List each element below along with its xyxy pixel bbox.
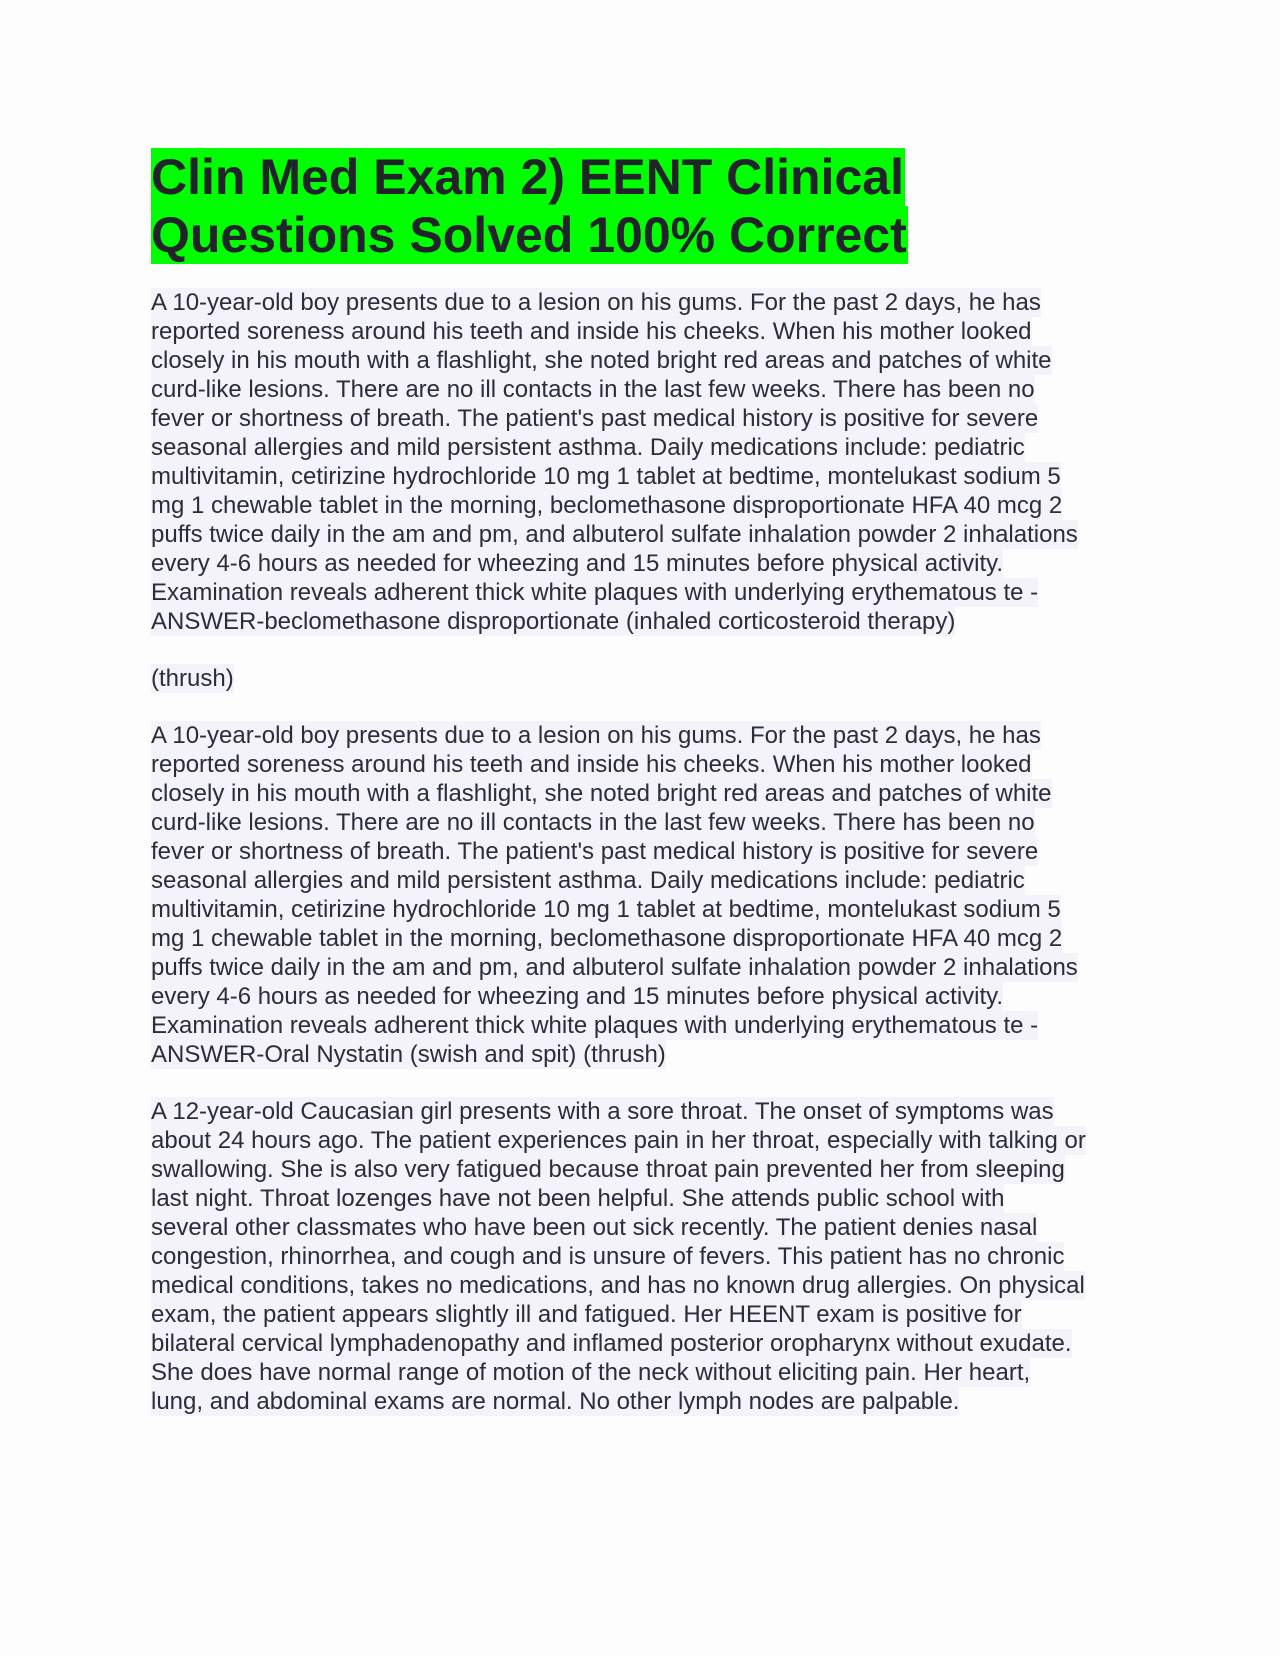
document-title [151,148,1141,264]
paragraph-line: every 4-6 hours as needed for wheezing and 15 minutes before physical activity. [151,983,1004,1010]
paragraph-line: medical conditions, takes no medications, and has no known drug allergies. On physical [151,1272,1085,1299]
paragraph-line: multivitamin, cetirizine hydrochloride 10 mg 1 tablet at bedtime, montelukast sodium 5 [151,896,1061,923]
paragraph-line: She does have normal range of motion of the neck without eliciting pain. Her heart, [151,1359,1031,1386]
paragraph-line: mg 1 chewable tablet in the morning, beclomethasone disproportionate HFA 40 mcg 2 [151,492,1063,519]
document-body [151,288,1141,1416]
paragraph-line: A 12-year-old Caucasian girl presents with a sore throat. The onset of symptoms was [151,1098,1054,1125]
paragraph-line: fever or shortness of breath. The patient's past medical history is positive for severe [151,838,1039,865]
paragraph-line: curd-like lesions. There are no ill contacts in the last few weeks. There has been no [151,809,1035,836]
paragraph-line: bilateral cervical lymphadenopathy and inflamed posterior oropharynx without exudate. [151,1330,1072,1357]
paragraph [151,288,1141,636]
paragraph-line: about 24 hours ago. The patient experiences pain in her throat, especially with talking or [151,1127,1086,1154]
paragraph-line: congestion, rhinorrhea, and cough and is unsure of fevers. This patient has no chronic [151,1243,1065,1270]
paragraph-line: fever or shortness of breath. The patient's past medical history is positive for severe [151,405,1039,432]
paragraph [151,1097,1141,1416]
paragraph-line: exam, the patient appears slightly ill and fatigued. Her HEENT exam is positive for [151,1301,1022,1328]
paragraph-line: puffs twice daily in the am and pm, and albuterol sulfate inhalation powder 2 inhalations [151,954,1078,981]
paragraph-line: several other classmates who have been out sick recently. The patient denies nasal [151,1214,1038,1241]
paragraph-line: lung, and abdominal exams are normal. No other lymph nodes are palpable. [151,1388,960,1415]
paragraph-line: seasonal allergies and mild persistent asthma. Daily medications include: pediatric [151,867,1025,894]
paragraph-line: curd-like lesions. There are no ill contacts in the last few weeks. There has been no [151,376,1035,403]
paragraph-line: ANSWER-beclomethasone disproportionate (inhaled corticosteroid therapy) [151,608,956,635]
paragraph-line: (thrush) [151,665,234,692]
paragraph [151,664,1141,693]
paragraph-line: puffs twice daily in the am and pm, and albuterol sulfate inhalation powder 2 inhalations [151,521,1078,548]
paragraph [151,721,1141,1069]
paragraph-line: reported soreness around his teeth and inside his cheeks. When his mother looked [151,751,1032,778]
paragraph-line: Examination reveals adherent thick white plaques with underlying erythematous te - [151,1012,1039,1039]
paragraph-line: Examination reveals adherent thick white plaques with underlying erythematous te - [151,579,1039,606]
paragraph-line: swallowing. She is also very fatigued because throat pain prevented her from sleeping [151,1156,1065,1183]
paragraph-line: closely in his mouth with a flashlight, she noted bright red areas and patches of white [151,347,1052,374]
title-line: Clin Med Exam 2) EENT Clinical [151,149,904,205]
paragraph-line: every 4-6 hours as needed for wheezing and 15 minutes before physical activity. [151,550,1004,577]
paragraph-line: ANSWER-Oral Nystatin (swish and spit) (thrush) [151,1041,666,1068]
paragraph-line: seasonal allergies and mild persistent asthma. Daily medications include: pediatric [151,434,1025,461]
paragraph-line: last night. Throat lozenges have not been helpful. She attends public school with [151,1185,1005,1212]
paragraph-line: closely in his mouth with a flashlight, she noted bright red areas and patches of white [151,780,1052,807]
paragraph-line: reported soreness around his teeth and inside his cheeks. When his mother looked [151,318,1032,345]
paragraph-line: mg 1 chewable tablet in the morning, beclomethasone disproportionate HFA 40 mcg 2 [151,925,1063,952]
paragraph-line: multivitamin, cetirizine hydrochloride 10 mg 1 tablet at bedtime, montelukast sodium 5 [151,463,1061,490]
paragraph-line: A 10-year-old boy presents due to a lesion on his gums. For the past 2 days, he has [151,722,1041,749]
paragraph-line: A 10-year-old boy presents due to a lesion on his gums. For the past 2 days, he has [151,289,1041,316]
document-page [151,148,1141,1444]
title-line: Questions Solved 100% Correct [151,207,907,263]
